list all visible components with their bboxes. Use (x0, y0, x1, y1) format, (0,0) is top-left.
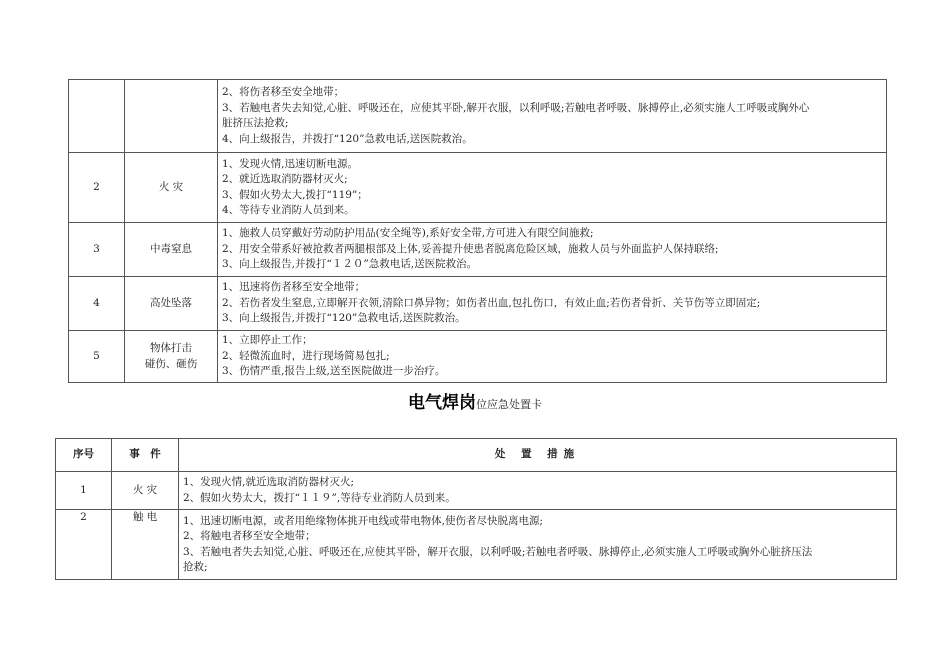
measures-cell (218, 153, 887, 223)
row-number: 2 (56, 510, 112, 580)
table-row (69, 153, 887, 223)
measures-cell (218, 331, 887, 383)
measures-cell (218, 223, 887, 277)
measure-line: 3、伤情严重,报告上级,送至医院做进一步治疗。 (222, 365, 446, 378)
measure-line: 4、等待专业消防人员到来。 (222, 204, 355, 216)
measures-cell (179, 510, 897, 580)
measure-line: 2、用安全带系好被抢救者两腿根部及上体,妥善提升使患者脱离危险区域，施救人员与外面监护人保持联络; (222, 242, 719, 255)
measures-cell (218, 80, 887, 153)
measure-line: 1、施救人员穿戴好劳动防护用品(安全绳等),系好安全带,方可进入有限空间施救; (222, 227, 594, 240)
measure-line: 2、将伤者移至安全地带； (222, 86, 345, 98)
event-name: 触 电 (112, 510, 179, 580)
row-number: 5 (69, 331, 125, 383)
measure-line: 3、若触电者失去知觉,心脏、呼吸还在，应使其平卧,解开衣服，以利呼吸;若触电者呼吸、脉搏停止,必须实施人工呼吸或胸外心 (222, 101, 810, 114)
event-name: 高处坠落 (125, 277, 218, 331)
table-row (69, 331, 887, 383)
measure-line: 抢救; (183, 561, 208, 573)
emergency-table-2 (55, 438, 897, 580)
event-name (125, 331, 218, 383)
measure-line: 4、向上级报告，并拨打“120”急救电话,送医院救治。 (222, 132, 473, 145)
section-title (0, 388, 950, 413)
measure-line: 1、发现火情,迅速切断电源。 (222, 157, 359, 170)
row-number (69, 80, 125, 153)
table-row (56, 472, 897, 510)
row-number: 1 (56, 472, 112, 510)
measure-line: 1、迅速将伤者移至安全地带； (222, 281, 366, 294)
measure-line: 1、发现火情,就近选取消防器材灭火; (183, 476, 355, 488)
measure-line: 1、迅速切断电源，或者用绝缘物体挑开电线或带电物体,使伤者尽快脱离电源; (183, 514, 544, 527)
event-name: 中毒窒息 (125, 223, 218, 277)
event-name: 火 灾 (125, 153, 218, 223)
measure-line: 3、假如火势太大,拨打“119”； (222, 188, 368, 201)
measures-cell (218, 277, 887, 331)
emergency-table-1 (68, 79, 887, 383)
measure-line: 2、若伤者发生窒息,立即解开衣领,清除口鼻异物；如伤者出血,包扎伤口，有效止血;若伤者骨折、关节伤等立即固定; (222, 296, 761, 309)
table-row (56, 510, 897, 580)
event-name: 火 灾 (112, 472, 179, 510)
measure-line: 3、若触电者失去知觉,心脏、呼吸还在,应使其平卧，解开衣服，以利呼吸;若触电者呼吸、脉搏停止,必须实施人工呼吸或胸外心脏挤压法 (183, 545, 813, 558)
table-row (69, 80, 887, 153)
measure-line: 3、向上级报告,并拨打“１２０”急救电话,送医院救治。 (222, 258, 478, 271)
measure-line: 2、假如火势太大，拨打“１１９”,等待专业消防人员到来。 (183, 491, 456, 504)
event-name (125, 80, 218, 153)
header-measures: 处 置 措施 (179, 439, 897, 472)
measure-line: 2、就近选取消防器材灭火; (222, 173, 348, 185)
measure-line: 2、轻微流血时，进行现场简易包扎; (222, 349, 390, 362)
row-number: 4 (69, 277, 125, 331)
measures-cell (179, 472, 897, 510)
row-number: 3 (69, 223, 125, 277)
measure-line: 2、将触电者移至安全地带； (183, 530, 316, 542)
measure-line: 3、向上级报告,并拨打“120”急救电话,送医院救治。 (222, 312, 466, 325)
section-title-main: 电气焊岗 (408, 393, 476, 413)
measure-line: 脏挤压法抢救; (222, 117, 289, 129)
table-header-row (56, 439, 897, 472)
header-number: 序号 (56, 439, 112, 472)
header-event: 事 件 (112, 439, 179, 472)
section-title-suffix: 位应急处置卡 (476, 398, 542, 411)
table-row (69, 223, 887, 277)
event-name-line: 物体打击 (150, 342, 192, 354)
event-name-line: 碰伤、砸伤 (144, 357, 198, 370)
measure-line: 1、立即停止工作； (222, 334, 313, 347)
table-row (69, 277, 887, 331)
row-number: 2 (69, 153, 125, 223)
